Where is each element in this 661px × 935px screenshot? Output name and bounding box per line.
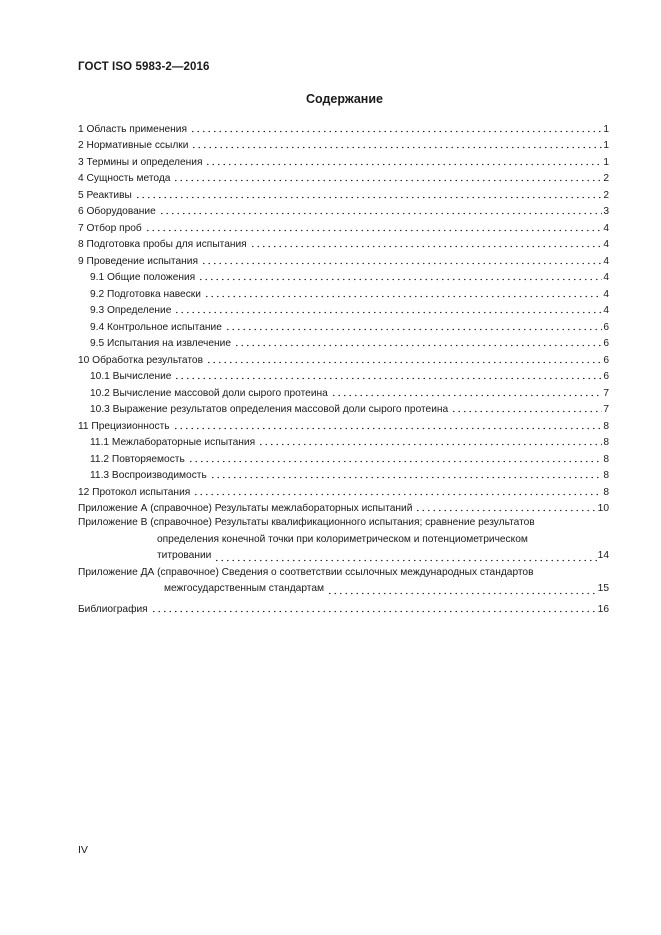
toc-entry-label: 9.3 Определение: [90, 305, 172, 316]
toc-entry[interactable]: [78, 218, 609, 235]
toc-entry-label: 11.1 Межлабораторные испытания: [90, 437, 256, 448]
toc-entry-label-continued: межгосударственным стандартам: [164, 583, 324, 594]
toc-entry-label: 9.5 Испытания на извлечение: [90, 338, 232, 349]
toc-entry[interactable]: [78, 350, 609, 367]
toc-entry[interactable]: [78, 284, 609, 301]
toc-entry-page: 4: [603, 239, 609, 250]
toc-entry-label-continued: титровании: [157, 550, 212, 561]
toc-entry-page: 1: [603, 123, 609, 135]
toc-entry-page: 6: [603, 321, 609, 333]
toc-entry-page: 3: [603, 206, 609, 217]
dot-leader: [198, 271, 602, 281]
toc-entry-label: 8 Подготовка пробы для испытания: [78, 239, 247, 250]
toc-entry-label: 9.4 Контрольное испытание: [90, 321, 222, 333]
toc-entry-page: 14: [597, 550, 609, 561]
toc-entry[interactable]: [78, 169, 609, 186]
dot-leader: [151, 603, 597, 613]
toc-entry[interactable]: [78, 449, 609, 466]
toc-entry-page: 8: [603, 486, 609, 498]
toc-entry-page: 4: [603, 255, 609, 267]
toc-entry-label: 4 Сущность метода: [78, 173, 171, 184]
toc-entry[interactable]: [78, 301, 609, 318]
toc-entry-label: Приложение ДА (справочное) Сведения о соответствии ссылочных международных стандартов: [78, 566, 534, 578]
dot-leader: [451, 403, 602, 413]
dot-leader: [191, 139, 602, 149]
toc-entry[interactable]: [78, 400, 609, 417]
toc-entry-label: 9.1 Общие положения: [90, 272, 196, 283]
dot-leader: [174, 304, 602, 314]
toc-entry-label: Приложение В (справочное) Результаты квалификационного испытания; сравнение результатов: [78, 517, 535, 528]
dot-leader: [201, 255, 602, 265]
toc-entry-appendix-da[interactable]: [78, 565, 609, 598]
toc-entry[interactable]: [78, 383, 609, 400]
dot-leader: [188, 453, 603, 463]
toc-entry-page: 2: [603, 173, 609, 184]
toc-entry-label: Приложение А (справочное) Результаты межлабораторных испытаний: [78, 503, 413, 514]
toc-entry[interactable]: [78, 152, 609, 169]
toc-entry[interactable]: [78, 317, 609, 334]
toc-entry-label: 7 Отбор проб: [78, 222, 142, 234]
toc-entry-page: 4: [603, 222, 609, 234]
dot-leader: [159, 205, 603, 215]
dot-leader: [214, 552, 596, 562]
toc-entry-label: 10.3 Выражение результатов определения массовой доли сырого протеина: [90, 404, 449, 415]
toc-entry-page: 6: [603, 371, 609, 382]
toc-entry[interactable]: [78, 136, 609, 153]
toc-entry-bibliography[interactable]: [78, 600, 609, 617]
toc-entry[interactable]: [78, 235, 609, 252]
toc-entry-label: 5 Реактивы: [78, 189, 132, 201]
dot-leader: [234, 337, 602, 347]
toc-entry-label: 11 Прецизионность: [78, 420, 170, 432]
toc-entry-label: 10.2 Вычисление массовой доли сырого протеина: [90, 387, 328, 399]
page-number: IV: [78, 844, 88, 856]
dot-leader: [225, 321, 602, 331]
toc-entry-label: 3 Термины и определения: [78, 156, 203, 168]
dot-leader: [327, 585, 597, 595]
toc-entry[interactable]: [78, 466, 609, 483]
toc-entry[interactable]: [78, 367, 609, 384]
toc-entry[interactable]: [78, 334, 609, 351]
dot-leader: [206, 354, 602, 364]
toc-entry-page: 6: [603, 354, 609, 366]
dot-leader: [173, 420, 603, 430]
dot-leader: [204, 288, 602, 298]
toc-entry-label: 11.3 Воспроизводимость: [90, 470, 207, 481]
toc-entry-appendix-b[interactable]: [78, 515, 609, 565]
toc-entry-page: 8: [603, 437, 609, 448]
toc-entry-page: 8: [603, 420, 609, 432]
dot-leader: [193, 486, 602, 496]
dot-leader: [190, 123, 602, 133]
toc-entry-label: Библиография: [78, 604, 148, 615]
dot-leader: [210, 469, 603, 479]
toc-entry-page: 1: [603, 140, 609, 151]
toc-entry-page: 4: [603, 272, 609, 283]
toc-title: Содержание: [305, 92, 383, 106]
toc-entry-page: 8: [603, 453, 609, 465]
toc-entry-page: 2: [603, 189, 609, 201]
toc-entry[interactable]: [78, 268, 609, 285]
toc-entry-page: 10: [597, 503, 609, 514]
dot-leader: [331, 387, 603, 397]
toc-entry-label: 1 Область применения: [78, 123, 187, 135]
toc-entry[interactable]: [78, 202, 609, 219]
toc-entry-page: 7: [603, 387, 609, 399]
toc-entry-page: 15: [597, 583, 609, 594]
toc-entry[interactable]: [78, 119, 609, 136]
table-of-contents: [78, 119, 609, 616]
toc-entry[interactable]: [78, 433, 609, 450]
toc-entry-label: 2 Нормативные ссылки: [78, 140, 189, 151]
toc-entry-label-continued: определения конечной точки при колориметрическом и потенциометрическом: [157, 533, 528, 545]
toc-entry-page: 16: [597, 604, 609, 615]
toc-entry[interactable]: [78, 416, 609, 433]
toc-entries: [78, 119, 609, 515]
toc-entry-page: 4: [603, 305, 609, 316]
toc-entry[interactable]: [78, 499, 609, 516]
dot-leader: [174, 370, 602, 380]
dot-leader: [205, 156, 602, 166]
toc-entry-label: 10 Обработка результатов: [78, 354, 203, 366]
toc-entry-page: 4: [603, 288, 609, 300]
toc-entry-label: 9.2 Подготовка навески: [90, 288, 201, 300]
toc-entry-page: 7: [603, 404, 609, 415]
document-standard-number: ГОСТ ISO 5983-2—2016: [78, 61, 210, 73]
toc-entry-label: 10.1 Вычисление: [90, 371, 172, 382]
toc-entry-label: 11.2 Повторяемость: [90, 453, 185, 465]
toc-entry-label: 9 Проведение испытания: [78, 255, 198, 267]
toc-entry[interactable]: [78, 482, 609, 499]
toc-entry[interactable]: [78, 185, 609, 202]
toc-entry-label: 12 Протокол испытания: [78, 486, 191, 498]
toc-entry-label: 6 Оборудование: [78, 206, 156, 217]
toc-entry-page: 8: [603, 470, 609, 481]
dot-leader: [145, 222, 603, 232]
dot-leader: [173, 172, 602, 182]
toc-entry[interactable]: [78, 251, 609, 268]
toc-entry-page: 6: [603, 338, 609, 349]
toc-entry-page: 1: [603, 156, 609, 168]
dot-leader: [415, 502, 596, 512]
dot-leader: [258, 436, 602, 446]
dot-leader: [250, 238, 603, 248]
dot-leader: [135, 189, 602, 199]
